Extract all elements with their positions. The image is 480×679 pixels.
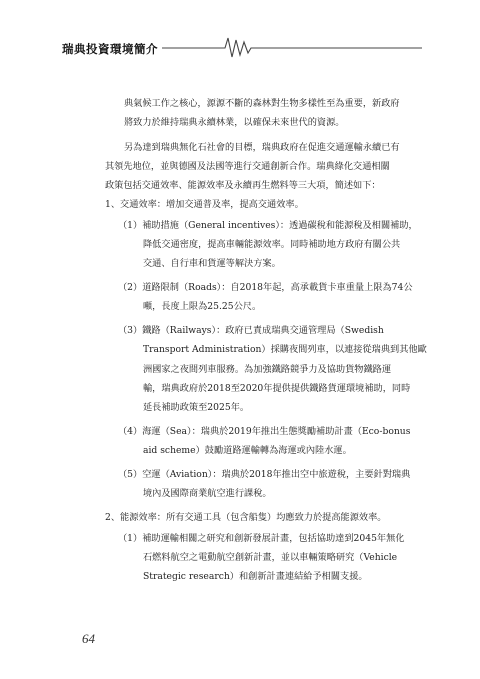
list-item: （5）空運（Aviation）：瑞典於2018年推出空中旅遊稅，主要針對瑞典 <box>118 469 411 480</box>
running-header <box>62 33 422 63</box>
text-line: 將致力於維持瑞典永續林業，以確保未來世代的資源。 <box>124 117 345 128</box>
list-heading: 1、交通效率：增加交通普及率，提高交通效率。 <box>105 199 304 210</box>
list-heading: 2、能源效率：所有交通工具（包含船隻）均應致力於提高能源效率。 <box>105 512 387 523</box>
text-line: 噸，長度上限為25.25公尺。 <box>143 301 262 312</box>
text-line: 交通、自行車和貨運等解決方案。 <box>143 258 281 269</box>
heartbeat-line-icon <box>220 38 422 57</box>
text-line: 其領先地位，並與德國及法國等進行交通創新合作。瑞典綠化交通相關 <box>105 161 390 172</box>
text-line: 延長補助政策至2025年。 <box>143 402 250 413</box>
list-item: （1）補助運輸相關之研究和創新發展計畫，包括協助達到2045年無化 <box>118 533 405 544</box>
page-number: 64 <box>82 631 95 646</box>
text-line: 降低交通密度，提高車輛能源效率。同時補助地方政府有關公共 <box>143 239 401 250</box>
text-line: 政策包括交通效率、能源效率及永續再生燃料等三大項，簡述如下： <box>105 180 381 191</box>
text-line: 典氣候工作之核心，源源不斷的森林對生物多樣性至為重要，新政府 <box>124 98 400 109</box>
list-item: （3）鐵路（Railways）：政府已責成瑞典交通管理局（Swedish <box>118 325 384 336</box>
text-line: aid scheme）鼓勵道路運輸轉為海運或內陸水運。 <box>143 445 352 456</box>
text-line: 另為達到瑞典無化石社會的目標，瑞典政府在促進交通運輸永續已有 <box>124 142 400 153</box>
list-item: （2）道路限制（Roads）：自2018年起，高承載貨卡車重量上限為74公 <box>118 282 413 293</box>
text-line: Strategic research）和創新計畫連結給予相關支援。 <box>143 571 368 582</box>
text-line: Transport Administration）採購夜間列車，以連接從瑞典到其他歐 <box>143 344 427 355</box>
text-line: 輸，瑞典政府於2018至2020年提供提供鐵路貨運環境補助，同時 <box>143 383 411 394</box>
text-line: 洲國家之夜間列車服務。為加強鐵路競爭力及協助貨物鐵路運 <box>143 364 392 375</box>
text-line: 境內及國際商業航空進行課稅。 <box>143 488 272 499</box>
list-item: （1）補助措施（General incentives）：透過碳稅和能源稅及相關補助， <box>118 220 418 231</box>
list-item: （4）海運（Sea）：瑞典於2019年推出生態獎勵補助計畫（Eco-bonus <box>118 426 411 437</box>
header-title: 瑞典投資環境簡介 <box>62 42 158 56</box>
text-line: 石燃料航空之電動航空創新計畫，並以車輛策略研究（Vehicle <box>143 552 398 563</box>
